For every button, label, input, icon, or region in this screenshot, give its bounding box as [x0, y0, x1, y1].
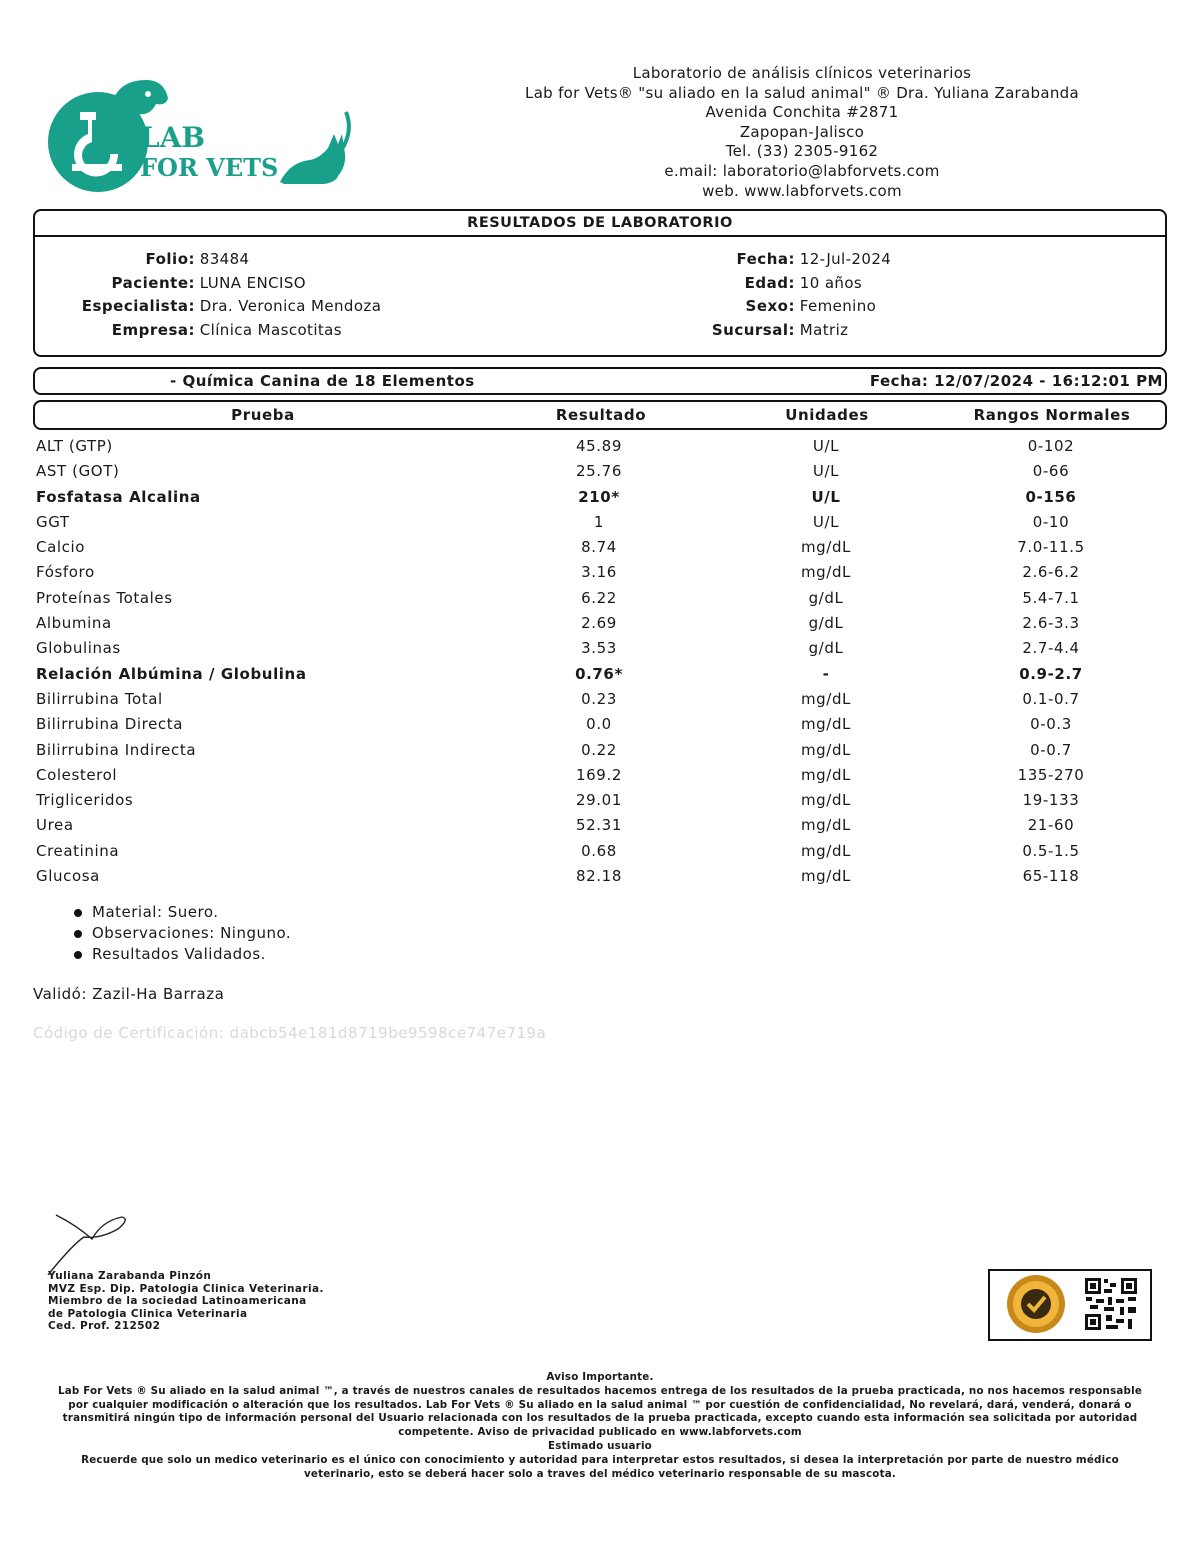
test-name-cell: Trigliceridos: [36, 791, 134, 810]
sex-label: Sexo:: [745, 297, 795, 315]
range-cell: 0.5-1.5: [1022, 841, 1080, 860]
column-header-result: Resultado: [555, 406, 647, 424]
range-cell: 0-66: [1032, 462, 1070, 481]
table-row: [36, 839, 1166, 864]
unit-cell: mg/dL: [800, 538, 852, 557]
result-cell: 1: [593, 512, 605, 531]
range-cell: 0-102: [1027, 437, 1075, 455]
company-value: Clínica Mascotitas: [199, 321, 342, 339]
age-value: 10 años: [799, 274, 863, 292]
test-name-cell: Fosfatasa Alcalina: [36, 487, 201, 506]
signature-line: Yuliana Zarabanda Pinzón: [48, 1270, 212, 1282]
table-row: [36, 864, 1166, 889]
footer-subtitle: Estimado usuario: [548, 1439, 652, 1452]
range-cell: 0-10: [1032, 512, 1070, 531]
test-name-cell: ALT (GTP): [36, 437, 113, 455]
range-cell: 135-270: [1017, 765, 1085, 784]
table-row: [36, 510, 1166, 535]
signature-block: [48, 1270, 324, 1333]
test-name-cell: Creatinina: [36, 841, 120, 860]
result-cell: 45.89: [576, 437, 622, 455]
validated-by: Validó: Zazil-Ha Barraza: [33, 985, 225, 1003]
branch-row: [635, 319, 848, 342]
unit-cell: mg/dL: [800, 689, 852, 708]
lab-logo: [40, 72, 360, 192]
notes-list: [72, 902, 291, 965]
unit-cell: -: [822, 664, 830, 683]
unit-cell: U/L: [812, 462, 840, 481]
unit-cell: mg/dL: [800, 715, 852, 734]
table-row: [36, 611, 1166, 636]
age-label: Edad:: [744, 274, 795, 292]
table-row: [36, 560, 1166, 585]
test-name-cell: GGT: [36, 512, 70, 531]
folio-value: 83484: [199, 250, 250, 268]
result-cell: 2.69: [581, 614, 617, 633]
column-header-test: Prueba: [231, 406, 295, 424]
logo-text-for-vets: FOR VETS: [140, 153, 279, 182]
unit-cell: U/L: [812, 512, 840, 531]
table-row: [36, 459, 1166, 484]
branch-label: Sucursal:: [711, 321, 795, 339]
company-label: Empresa:: [111, 321, 195, 339]
report-title: RESULTADOS DE LABORATORIO: [35, 211, 1165, 237]
patient-label: Paciente:: [111, 274, 195, 292]
range-cell: 2.6-3.3: [1022, 614, 1080, 633]
test-section-header: [33, 367, 1167, 395]
footer-paragraph: Recuerde que solo un medico veterinario es el único con conocimiento y autoridad para interpretar estos resultados, si desea la interpretación por parte de nuestro médico veterinario, esto se deberá hacer solo a traves del médico veterinario responsable de su mascota.: [81, 1453, 1119, 1480]
unit-cell: mg/dL: [800, 816, 852, 835]
test-name-cell: Globulinas: [36, 639, 121, 658]
range-cell: 0.9-2.7: [1019, 664, 1083, 683]
test-name-cell: Colesterol: [36, 765, 118, 784]
unit-cell: g/dL: [808, 614, 844, 633]
range-cell: 5.4-7.1: [1022, 588, 1080, 607]
result-cell: 0.0: [586, 715, 612, 734]
table-row: [36, 738, 1166, 763]
sex-value: Femenino: [799, 297, 877, 315]
result-cell: 210*: [578, 487, 620, 506]
test-name-cell: Proteínas Totales: [36, 588, 173, 607]
signature-line: MVZ Esp. Dip. Patologia Clinica Veterinaria.: [48, 1282, 324, 1295]
unit-cell: mg/dL: [800, 563, 852, 582]
branch-value: Matriz: [799, 321, 849, 339]
column-header-units: Unidades: [785, 406, 869, 424]
table-row: [36, 535, 1166, 560]
signature-line: Miembro de la sociedad Latinoamericana: [48, 1295, 307, 1307]
test-name-cell: AST (GOT): [36, 462, 120, 481]
legal-footer: [50, 1371, 1150, 1481]
results-table-body: [36, 434, 1166, 889]
section-name: - Química Canina de 18 Elementos: [170, 372, 475, 390]
certification-code: Código de Certificación: dabcb54e181d8719be9598ce747e719a: [33, 1024, 547, 1042]
range-cell: 65-118: [1022, 867, 1080, 886]
range-cell: 7.0-11.5: [1017, 538, 1085, 557]
test-name-cell: Urea: [36, 816, 74, 835]
lab-info-line: Avenida Conchita #2871: [705, 103, 899, 122]
age-row: [635, 272, 862, 295]
patient-info-box: [33, 209, 1167, 357]
certified-seal-icon: [1006, 1274, 1066, 1334]
result-cell: 6.22: [581, 588, 617, 607]
test-name-cell: Glucosa: [36, 867, 100, 886]
table-row: [36, 662, 1166, 687]
signature-line: de Patologia Clinica Veterinaria: [48, 1307, 248, 1320]
table-row: [36, 586, 1166, 611]
unit-cell: mg/dL: [800, 765, 852, 784]
unit-cell: mg/dL: [800, 791, 852, 810]
sex-row: [635, 295, 876, 318]
test-name-cell: Bilirrubina Indirecta: [36, 740, 197, 759]
folio-label: Folio:: [145, 250, 195, 268]
footer-title: Aviso Importante.: [546, 1371, 654, 1383]
result-cell: 0.68: [581, 841, 617, 860]
table-row: [36, 636, 1166, 661]
lab-info-line: Tel. (33) 2305-9162: [725, 142, 879, 161]
lab-contact-info: [480, 64, 1124, 201]
note-item: Resultados Validados.: [72, 944, 291, 965]
range-cell: 0-156: [1025, 487, 1077, 506]
patient-value: LUNA ENCISO: [199, 274, 306, 292]
test-name-cell: Albumina: [36, 614, 112, 633]
result-cell: 0.22: [581, 740, 617, 759]
lab-info-line: web. www.labforvets.com: [702, 181, 902, 200]
result-cell: 3.16: [581, 563, 617, 582]
result-cell: 52.31: [576, 816, 622, 835]
certification-badge-box: [988, 1269, 1152, 1341]
results-table-header: [33, 400, 1167, 430]
lab-info-line: Zapopan-Jalisco: [739, 122, 865, 141]
patient-row: [35, 272, 306, 295]
range-cell: 2.6-6.2: [1022, 563, 1080, 582]
result-cell: 0.76*: [575, 664, 623, 683]
result-cell: 0.23: [581, 689, 617, 708]
range-cell: 2.7-4.4: [1022, 639, 1080, 658]
test-name-cell: Relación Albúmina / Globulina: [36, 664, 307, 683]
column-header-ranges: Rangos Normales: [973, 406, 1131, 424]
test-name-cell: Bilirrubina Directa: [36, 715, 184, 734]
date-value: 12-Jul-2024: [799, 250, 892, 268]
result-cell: 169.2: [576, 765, 622, 784]
result-cell: 82.18: [576, 867, 622, 886]
qr-code-icon: [1084, 1277, 1138, 1331]
range-cell: 0-0.7: [1030, 740, 1072, 759]
handwritten-signature-icon: [44, 1205, 134, 1280]
test-name-cell: Bilirrubina Total: [36, 689, 163, 708]
lab-info-line: Laboratorio de análisis clínicos veterinarios: [632, 64, 972, 82]
table-row: [36, 712, 1166, 737]
company-row: [35, 319, 342, 342]
result-cell: 25.76: [576, 462, 622, 481]
unit-cell: mg/dL: [800, 867, 852, 886]
unit-cell: g/dL: [808, 588, 844, 607]
logo-text-lab: LAB: [140, 121, 206, 154]
unit-cell: g/dL: [808, 639, 844, 658]
unit-cell: U/L: [811, 487, 841, 506]
table-row: [36, 434, 1166, 459]
table-row: [36, 813, 1166, 838]
table-row: [36, 687, 1166, 712]
note-item: Observaciones: Ninguno.: [72, 923, 291, 944]
section-date: Fecha: 12/07/2024 - 16:12:01 PM: [869, 372, 1163, 390]
test-name-cell: Fósforo: [36, 563, 95, 582]
specialist-value: Dra. Veronica Mendoza: [199, 297, 382, 315]
range-cell: 0.1-0.7: [1022, 689, 1080, 708]
result-cell: 8.74: [581, 538, 617, 557]
lab-info-line: Lab for Vets® "su aliado en la salud animal" ® Dra. Yuliana Zarabanda: [525, 83, 1079, 102]
test-name-cell: Calcio: [36, 538, 86, 557]
range-cell: 21-60: [1027, 816, 1075, 835]
signature-line: Ced. Prof. 212502: [48, 1320, 161, 1332]
range-cell: 0-0.3: [1030, 715, 1072, 734]
specialist-row: [35, 295, 381, 318]
note-item: Material: Suero.: [72, 902, 291, 923]
date-row: [635, 248, 891, 271]
folio-row: [35, 248, 250, 271]
unit-cell: mg/dL: [800, 740, 852, 759]
table-row: [36, 763, 1166, 788]
specialist-label: Especialista:: [81, 297, 195, 315]
table-row: [36, 788, 1166, 813]
footer-paragraph: Lab For Vets ® Su aliado en la salud animal ™, a través de nuestros canales de resultados hacemos entrega de los resultados de la prueba practicada, no nos hacemos responsable por cualquier modificación o alteración que los resultados. Lab For Vets ® Su aliado en la salud animal ™ por cuestión de confidencialidad, No revelará, dará, venderá, donará o transmitirá ningún tipo de información personal del Usuario relacionada con los resultados de la prueba practicada, excepto cuando esta información sea solicitada por autoridad competente. Aviso de privacidad publicado en www.labforvets.com: [57, 1384, 1143, 1439]
date-label: Fecha:: [736, 250, 795, 268]
unit-cell: mg/dL: [800, 841, 852, 860]
range-cell: 19-133: [1022, 791, 1080, 810]
unit-cell: U/L: [812, 437, 840, 455]
result-cell: 29.01: [576, 791, 622, 810]
result-cell: 3.53: [581, 639, 617, 658]
table-row: [36, 485, 1166, 510]
lab-info-line: e.mail: laboratorio@labforvets.com: [664, 161, 940, 180]
